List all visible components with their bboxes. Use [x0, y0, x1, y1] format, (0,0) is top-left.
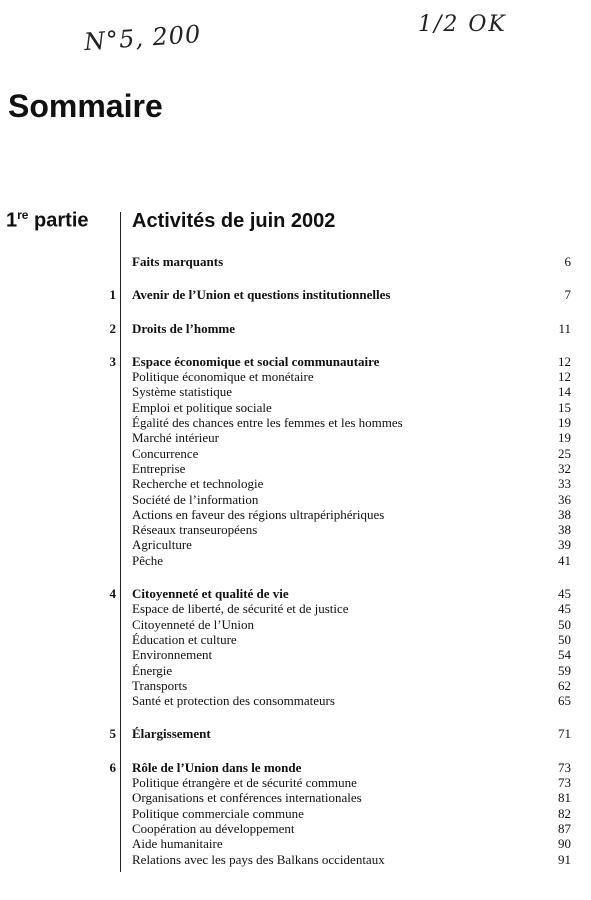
toc-section-heading: [0, 586, 571, 601]
entry-title: Concurrence: [132, 445, 199, 461]
toc-entry: [0, 852, 571, 867]
entry-title: Système statistique: [132, 384, 233, 400]
section-title: Citoyenneté et qualité de vie: [132, 586, 289, 602]
toc-entry: [0, 446, 571, 461]
page-number: 62: [558, 677, 571, 693]
page-number: 54: [558, 647, 571, 663]
page-number: 50: [558, 616, 571, 632]
toc-entry: [0, 647, 571, 662]
section-number: 1: [109, 287, 116, 303]
entry-title: Organisations et conférences internationales: [132, 790, 362, 806]
page-number: 19: [558, 415, 571, 431]
toc-entry: [0, 790, 571, 805]
entry-title: Réseaux transeuropéens: [132, 522, 258, 538]
page-number: 50: [558, 631, 571, 647]
toc-section: [0, 254, 591, 269]
page-number: 12: [558, 353, 571, 369]
toc-entry: [0, 836, 571, 851]
page-number: 15: [558, 399, 571, 415]
section-title: Droits de l’homme: [132, 320, 236, 336]
entry-title: Énergie: [132, 662, 173, 678]
toc-section: [0, 287, 591, 302]
entry-title: Politique étrangère et de sécurité commune: [132, 775, 357, 791]
toc-section: [0, 760, 591, 867]
entry-title: Emploi et politique sociale: [132, 399, 272, 415]
part-number: 1: [6, 209, 18, 232]
page-number: 73: [558, 759, 571, 775]
section-number: 6: [109, 759, 116, 775]
entry-title: Coopération au développement: [132, 820, 295, 836]
toc-entry: [0, 384, 571, 399]
section-number: 4: [109, 586, 116, 602]
entry-title: Recherche et technologie: [132, 476, 264, 492]
toc-entry: [0, 507, 571, 522]
entry-title: Politique économique et monétaire: [132, 369, 314, 385]
toc-entry: [0, 430, 571, 445]
entry-title: Pêche: [132, 552, 164, 568]
page-number: 6: [564, 254, 571, 269]
toc-entry: [0, 522, 571, 537]
page-number: 87: [558, 820, 571, 836]
page-number: 81: [558, 790, 571, 806]
section-number: 5: [109, 726, 116, 742]
toc-section-heading: [0, 287, 571, 302]
page-number: 19: [558, 430, 571, 446]
section-number: 3: [109, 353, 116, 369]
entry-title: Transports: [132, 677, 188, 693]
toc-entry: [0, 537, 571, 552]
toc-entry: [0, 775, 571, 790]
toc-section: [0, 586, 591, 708]
section-title: Rôle de l’Union dans le monde: [132, 759, 302, 775]
toc-section-heading: [0, 254, 571, 269]
part-word: partie: [34, 209, 89, 232]
entry-title: Environnement: [132, 647, 213, 663]
page-number: 33: [558, 476, 571, 492]
toc-entry: [0, 400, 571, 415]
toc-entry: [0, 369, 571, 384]
part-suffix: re: [17, 208, 29, 222]
entry-title: Aide humanitaire: [132, 836, 223, 852]
page-title: Sommaire: [8, 88, 163, 124]
entry-title: Espace de liberté, de sécurité et de justice: [132, 601, 349, 617]
entry-title: Relations avec les pays des Balkans occidentaux: [132, 851, 385, 867]
page-number: 90: [558, 836, 571, 852]
handwritten-note-left: N°5, 200: [83, 19, 203, 57]
page-number: 25: [558, 445, 571, 461]
toc-entry: [0, 678, 571, 693]
page-number: 59: [558, 662, 571, 678]
section-title: Faits marquants: [132, 254, 224, 269]
page-number: 12: [558, 369, 571, 385]
toc-entry: [0, 601, 571, 616]
entry-title: Marché intérieur: [132, 430, 219, 446]
entry-title: Agriculture: [132, 537, 192, 553]
page-number: 82: [558, 805, 571, 821]
page-number: 71: [558, 726, 571, 742]
table-of-contents: [0, 254, 591, 885]
page-number: 45: [558, 601, 571, 617]
section-title: Élargissement: [132, 726, 211, 742]
part-label: [6, 208, 89, 233]
page-number: 91: [558, 851, 571, 867]
entry-title: Éducation et culture: [132, 631, 237, 647]
toc-section-heading: [0, 726, 571, 741]
page-number: 38: [558, 522, 571, 538]
handwritten-note-right: 1/2 OK: [418, 12, 507, 37]
toc-section-heading: [0, 321, 571, 336]
section-title: Avenir de l’Union et questions institutionnelles: [132, 287, 391, 303]
toc-entry: [0, 617, 571, 632]
toc-entry: [0, 821, 571, 836]
page-number: 39: [558, 537, 571, 553]
page-number: 32: [558, 460, 571, 476]
toc-entry: [0, 492, 571, 507]
section-heading: Activités de juin 2002: [132, 210, 336, 232]
page-number: 65: [558, 693, 571, 709]
page-number: 7: [564, 287, 571, 303]
toc-section: [0, 321, 591, 336]
page-number: 41: [558, 552, 571, 568]
toc-entry: [0, 476, 571, 491]
entry-title: Égalité des chances entre les femmes et les hommes: [132, 415, 403, 431]
page-number: 38: [558, 506, 571, 522]
page-number: 45: [558, 586, 571, 602]
toc-section-heading: [0, 354, 571, 369]
toc-entry: [0, 415, 571, 430]
toc-entry: [0, 806, 571, 821]
toc-entry: [0, 461, 571, 476]
toc-entry: [0, 663, 571, 678]
toc-entry: [0, 693, 571, 708]
entry-title: Actions en faveur des régions ultrapériphériques: [132, 506, 385, 522]
toc-entry: [0, 632, 571, 647]
toc-section: [0, 726, 591, 741]
toc-entry: [0, 553, 571, 568]
toc-section: [0, 354, 591, 568]
entry-title: Société de l’information: [132, 491, 259, 507]
entry-title: Citoyenneté de l’Union: [132, 616, 255, 632]
page-number: 14: [558, 384, 571, 400]
entry-title: Politique commerciale commune: [132, 805, 304, 821]
page-number: 36: [558, 491, 571, 507]
section-number: 2: [109, 320, 116, 336]
toc-section-heading: [0, 760, 571, 775]
page-number: 73: [558, 775, 571, 791]
page-number: 11: [558, 320, 571, 336]
entry-title: Santé et protection des consommateurs: [132, 693, 335, 709]
section-title: Espace économique et social communautaire: [132, 353, 380, 369]
entry-title: Entreprise: [132, 460, 186, 476]
